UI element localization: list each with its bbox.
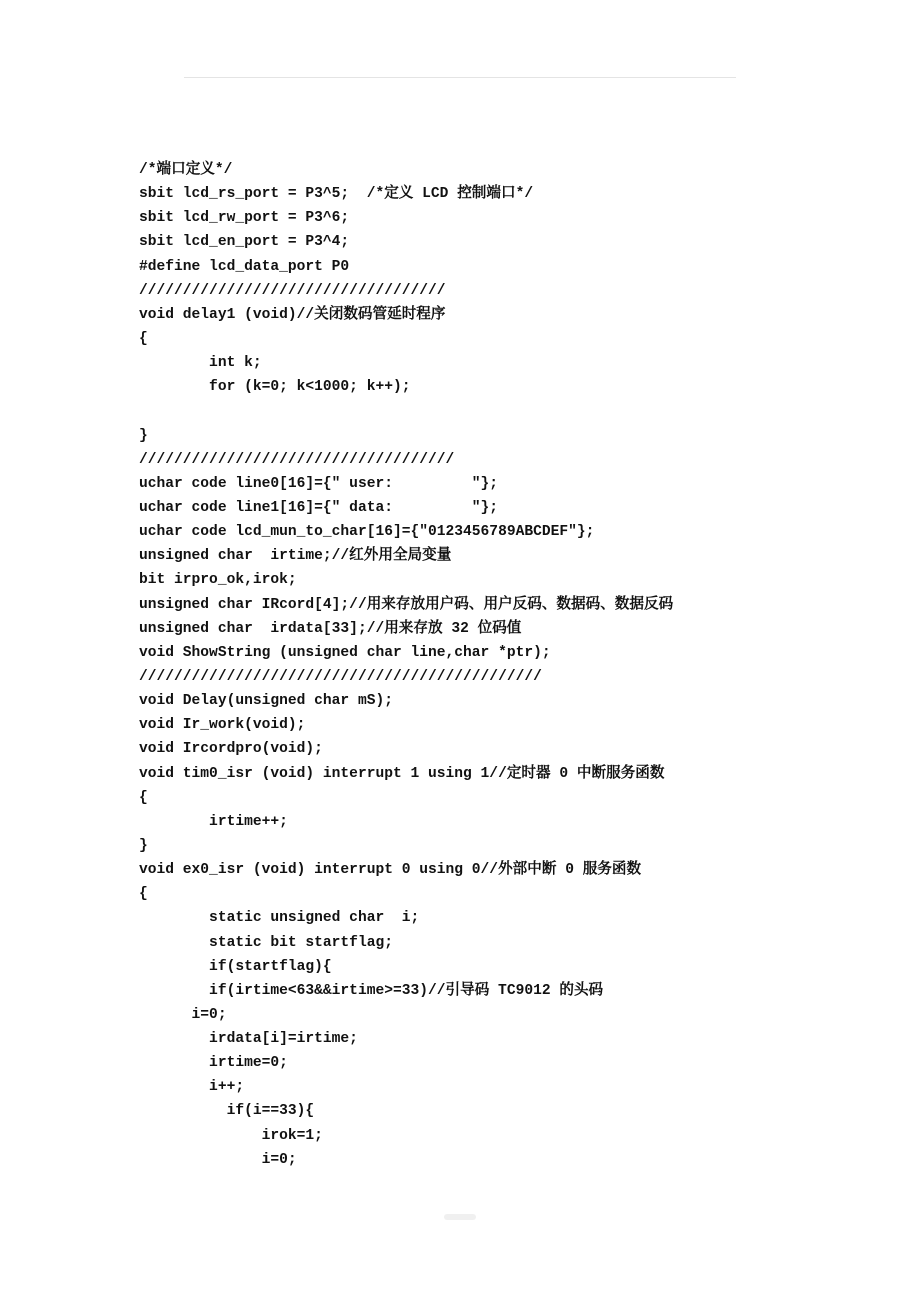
- code-line: void Delay(unsigned char mS);: [139, 693, 393, 710]
- code-line: void Ircordpro(void);: [139, 741, 323, 758]
- code-line: ////////////////////////////////////: [139, 451, 455, 468]
- code-line: irtime=0;: [139, 1055, 288, 1072]
- code-line: i=0;: [139, 1006, 227, 1023]
- header-rule: [184, 77, 736, 78]
- code-line: sbit lcd_rs_port = P3^5; /*定义 LCD 控制端口*/: [139, 186, 534, 203]
- code-line: unsigned char IRcord[4];//用来存放用户码、用户反码、数据码、数据反码: [139, 596, 674, 613]
- code-line: uchar code lcd_mun_to_char[16]={"0123456789ABCDEF"};: [139, 524, 595, 541]
- code-line: [139, 399, 673, 423]
- code-line: sbit lcd_rw_port = P3^6;: [139, 210, 350, 227]
- code-line: {: [139, 886, 148, 903]
- code-line: sbit lcd_en_port = P3^4;: [139, 234, 350, 251]
- code-listing: [139, 158, 673, 1172]
- code-line: irdata[i]=irtime;: [139, 1031, 358, 1048]
- code-line: int k;: [139, 355, 262, 372]
- code-line: for (k=0; k<1000; k++);: [139, 379, 411, 396]
- code-line: //////////////////////////////////////////////: [139, 668, 542, 685]
- code-line: if(i==33){: [139, 1103, 315, 1120]
- code-line: void ex0_isr (void) interrupt 0 using 0//外部中断 0 服务函数: [139, 862, 642, 879]
- code-line: irtime++;: [139, 813, 288, 830]
- code-line: unsigned char irdata[33];//用来存放 32 位码值: [139, 620, 522, 637]
- code-line: {: [139, 330, 148, 347]
- code-line: bit irpro_ok,irok;: [139, 572, 297, 589]
- footer-mark: [444, 1214, 476, 1220]
- code-line: static unsigned char i;: [139, 910, 420, 927]
- code-line: ///////////////////////////////////: [139, 282, 446, 299]
- code-line: irok=1;: [139, 1127, 323, 1144]
- code-line: i++;: [139, 1079, 245, 1096]
- code-line: static bit startflag;: [139, 934, 393, 951]
- code-line: void delay1 (void)//关闭数码管延时程序: [139, 306, 446, 323]
- code-line: void ShowString (unsigned char line,char *ptr);: [139, 644, 551, 661]
- code-line: }: [139, 427, 148, 444]
- code-line: /*端口定义*/: [139, 162, 233, 178]
- code-line: {: [139, 789, 148, 806]
- code-line: void tim0_isr (void) interrupt 1 using 1//定时器 0 中断服务函数: [139, 765, 665, 782]
- code-line: }: [139, 837, 148, 854]
- code-line: uchar code line1[16]={" data: "};: [139, 499, 499, 516]
- code-line: if(startflag){: [139, 958, 332, 975]
- code-line: unsigned char irtime;//红外用全局变量: [139, 548, 452, 565]
- code-line: void Ir_work(void);: [139, 717, 306, 734]
- code-line: #define lcd_data_port P0: [139, 258, 350, 275]
- code-line: i=0;: [139, 1151, 297, 1168]
- code-line: uchar code line0[16]={" user: "};: [139, 475, 499, 492]
- code-line: if(irtime<63&&irtime>=33)//引导码 TC9012 的头码: [139, 982, 604, 999]
